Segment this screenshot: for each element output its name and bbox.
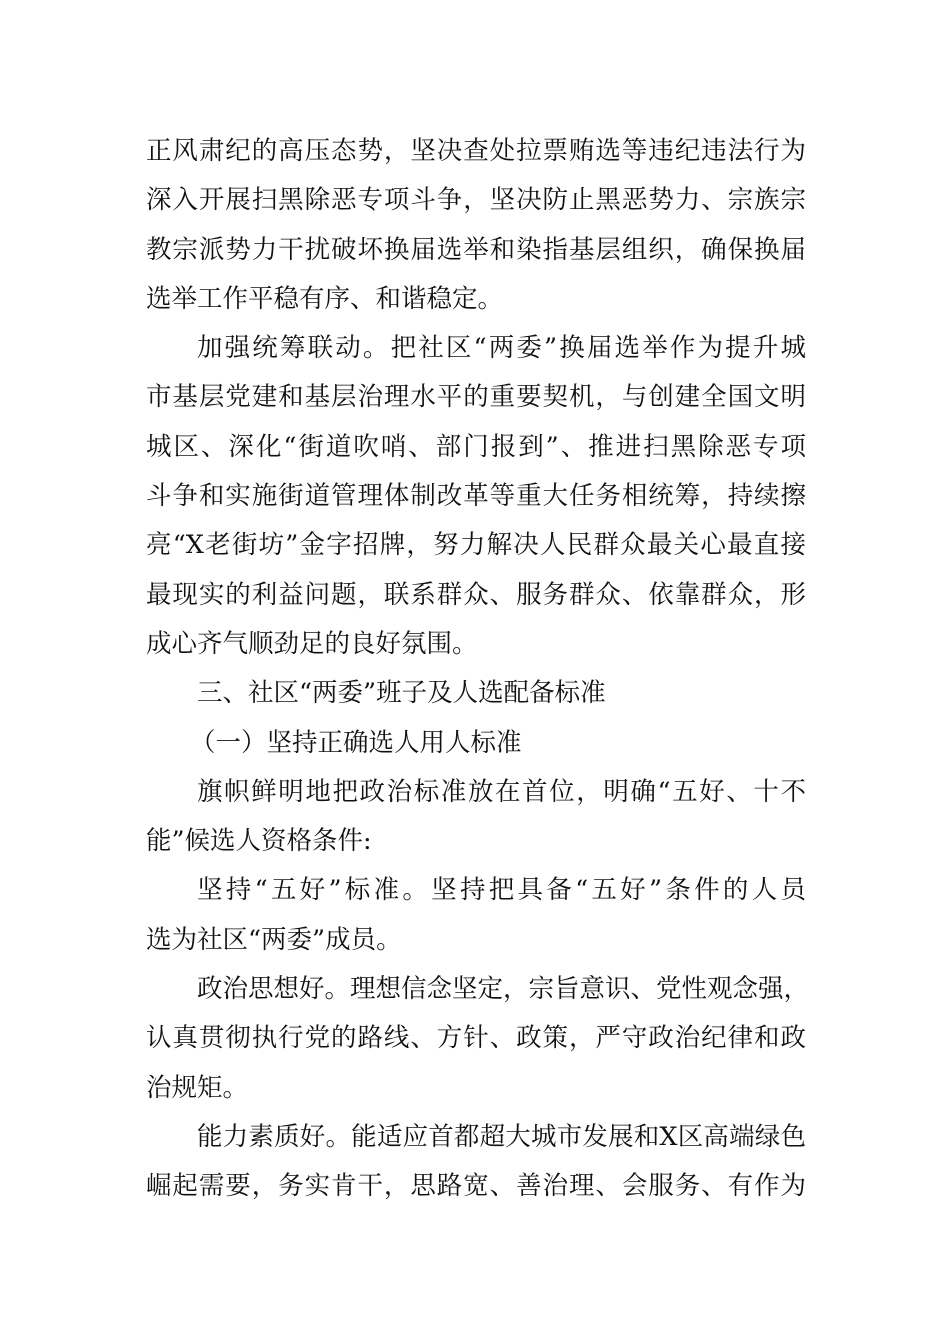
- paragraph-first-line: 坚持“五好”标准。坚持把具备“五好”条件的人员: [197, 875, 806, 906]
- paragraph-first-line: 政治思想好。理想信念坚定，宗旨意识、党性观念强，: [197, 974, 810, 1005]
- text-line: 治规矩。: [146, 1072, 249, 1103]
- text-line: 认真贯彻执行党的路线、方针、政策，严守政治纪律和政: [146, 1023, 806, 1054]
- text-line: 正风肃纪的高压态势，坚决查处拉票贿选等违纪违法行为: [146, 136, 806, 166]
- paragraph-first-line: 旗帜鲜明地把政治标准放在首位，明确“五好、十不: [197, 776, 806, 807]
- text-line: 能”候选人资格条件:: [146, 826, 372, 857]
- section-heading: 三、社区“两委”班子及人选配备标准: [197, 678, 606, 709]
- subsection-heading: （一）坚持正确选人用人标准: [190, 727, 522, 758]
- document-body: [146, 127, 810, 1212]
- text-line: 教宗派势力干扰破坏换届选举和染指基层组织，确保换届: [146, 234, 806, 265]
- text-line: 市基层党建和基层治理水平的重要契机，与创建全国文明: [146, 382, 806, 413]
- text-line: 城区、深化“街道吹哨、部门报到”、推进扫黑除恶专项: [146, 431, 806, 462]
- text-line: 选举工作平稳有序、和谐稳定。: [146, 283, 504, 314]
- text-line: 成心齐气顺劲足的良好氛围。: [146, 628, 478, 659]
- text-line: 亮“X老街坊”金字招牌，努力解决人民群众最关心最直接: [146, 530, 806, 561]
- text-line: 选为社区“两委”成员。: [146, 924, 402, 955]
- text-line: 深入开展扫黑除恶专项斗争，坚决防止黑恶势力、宗族宗: [146, 185, 806, 216]
- text-line: 最现实的利益问题，联系群众、服务群众、依靠群众，形: [146, 579, 806, 610]
- text-line: 斗争和实施街道管理体制改革等重大任务相统筹，持续擦: [146, 481, 806, 512]
- paragraph-first-line: 能力素质好。能适应首都超大城市发展和X区高端绿色: [197, 1121, 806, 1152]
- paragraph-first-line: 加强统筹联动。把社区“两委”换届选举作为提升城: [197, 333, 806, 364]
- text-line: 崛起需要，务实肯干，思路宽、善治理、会服务、有作为: [146, 1171, 806, 1202]
